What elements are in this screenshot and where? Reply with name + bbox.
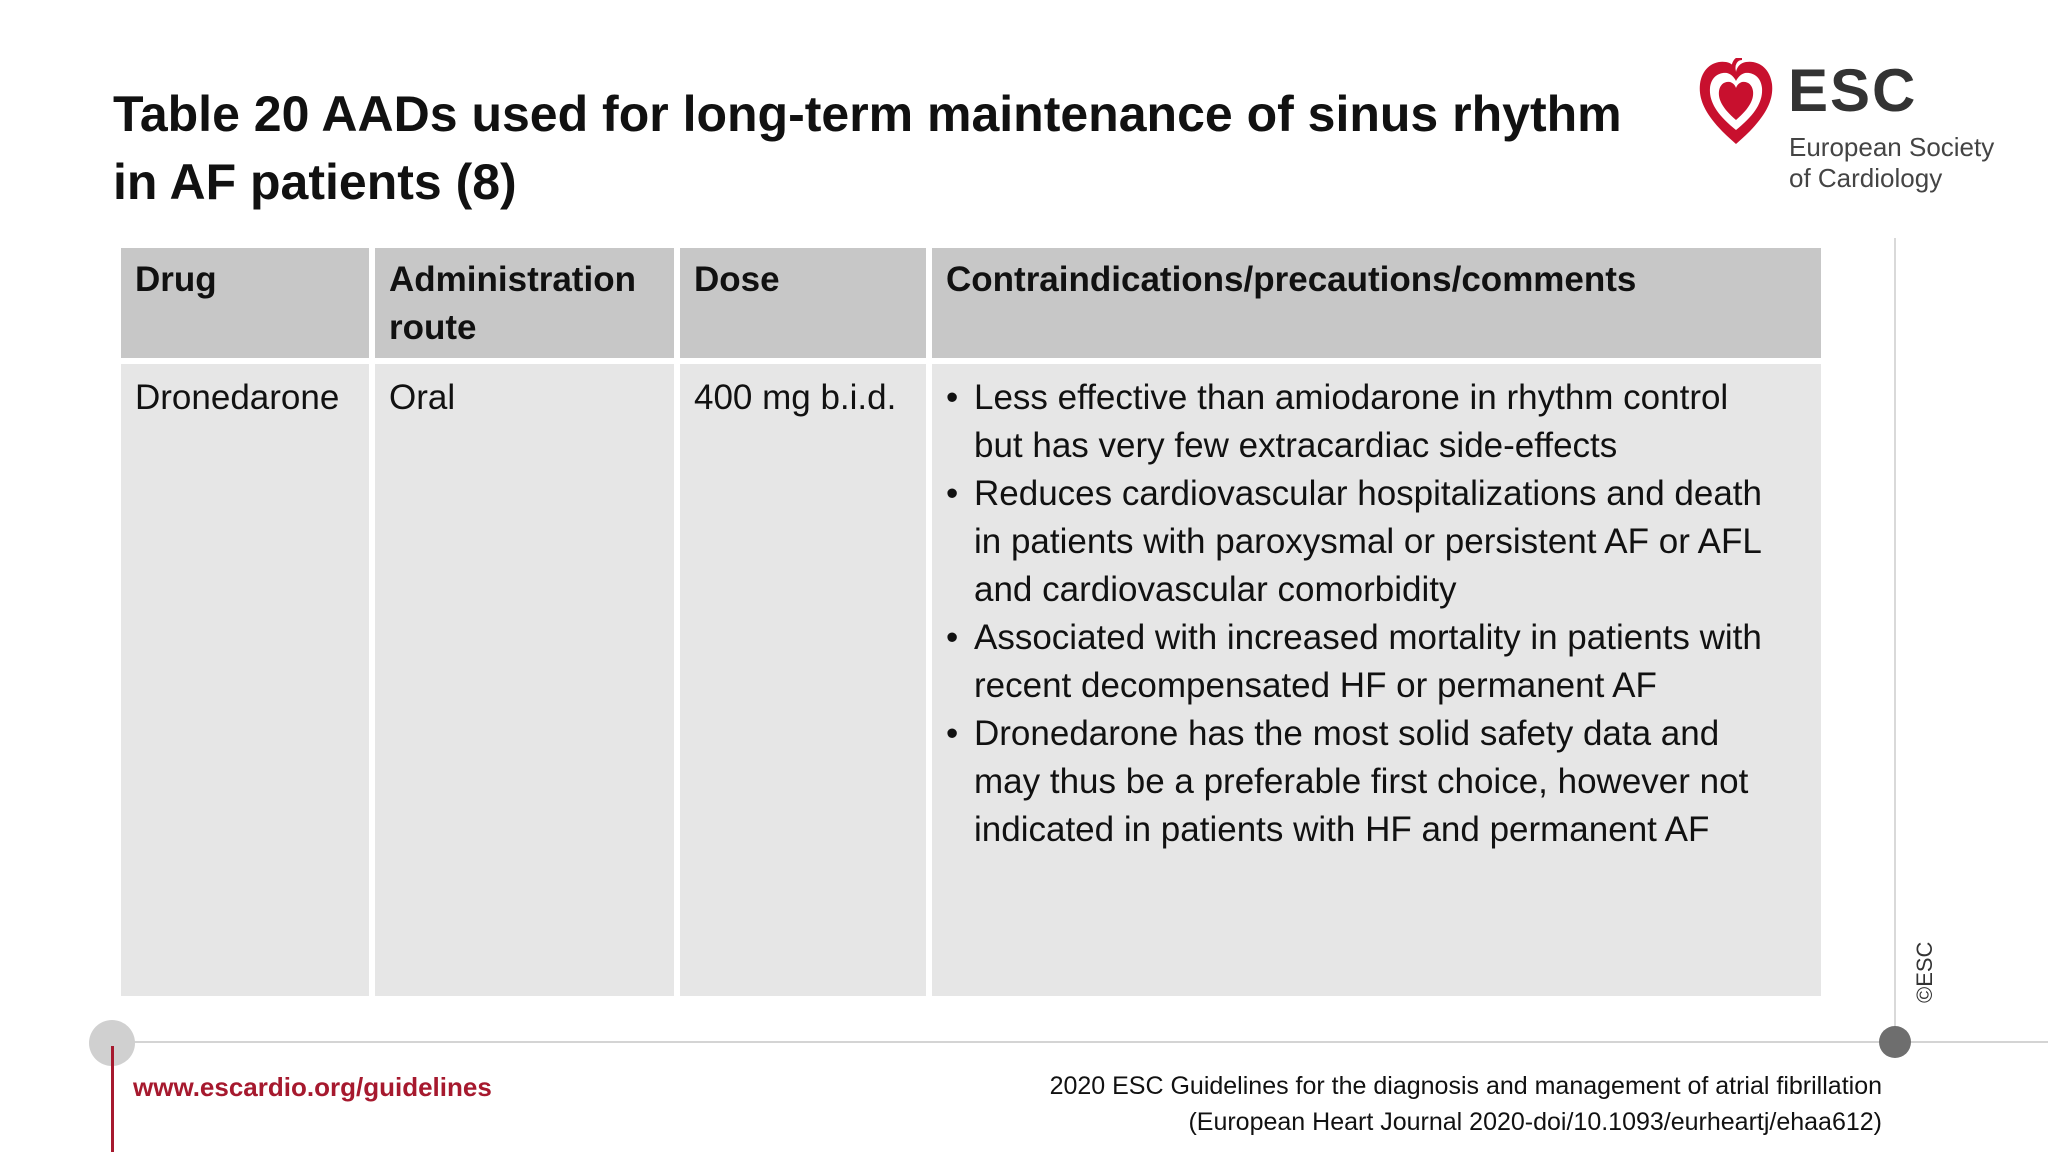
logo-name: ESC — [1788, 57, 1918, 124]
header-route-line-2: route — [389, 308, 477, 347]
copyright-label: ©ESC — [1912, 941, 1937, 1003]
header-route-line-1: Administration — [389, 260, 636, 299]
logo-subtitle-line-2: of Cardiology — [1789, 163, 1943, 193]
comment-item: • Reduces cardiovascular hospitalizations and death in patients with paroxysmal or persistent AF or AFL and cardiovascular comorbidity — [946, 470, 1766, 614]
citation-line-1: 2020 ESC Guidelines for the diagnosis and management of atrial fibrillation — [1049, 1072, 1882, 1100]
footer-dot-right — [1879, 1026, 1911, 1058]
cell-drug: Dronedarone — [121, 364, 369, 996]
comment-item: • Less effective than amiodarone in rhythm control but has very few extracardiac side-effects — [946, 374, 1766, 470]
cell-comments — [932, 364, 1821, 996]
footer-accent-line — [111, 1046, 114, 1152]
table-header-row — [121, 248, 1821, 358]
slide-title-line-1: Table 20 AADs used for long-term maintenance of sinus rhythm — [113, 86, 1622, 142]
comment-item: • Associated with increased mortality in patients with recent decompensated HF or permanent AF — [946, 614, 1766, 710]
comments-list — [946, 374, 1766, 854]
citation-line-2: (European Heart Journal 2020-doi/10.1093/eurheartj/ehaa612) — [1188, 1108, 1882, 1136]
header-drug: Drug — [121, 248, 369, 358]
citation — [1050, 1068, 1882, 1140]
table-row — [121, 364, 1821, 996]
cell-route: Oral — [375, 364, 674, 996]
guidelines-link[interactable]: www.escardio.org/guidelines — [133, 1072, 492, 1102]
comment-item: • Dronedarone has the most solid safety data and may thus be a preferable first choice, however not indicated in patients with HF and permanent AF — [946, 710, 1766, 854]
slide-title — [113, 80, 1673, 216]
logo-subtitle — [1789, 132, 1994, 194]
logo-subtitle-line-1: European Society — [1789, 132, 1995, 162]
heart-logo-icon — [1696, 58, 1776, 148]
header-comments: Contraindications/precautions/comments — [932, 248, 1821, 358]
slide-title-line-2: in AF patients (8) — [113, 154, 517, 210]
footer-divider — [112, 1041, 2048, 1043]
decorative-vertical-line — [1894, 238, 1896, 1038]
aad-table — [115, 242, 1827, 1002]
header-administration-route — [375, 248, 674, 358]
header-dose: Dose — [680, 248, 926, 358]
cell-dose: 400 mg b.i.d. — [680, 364, 926, 996]
esc-logo — [1696, 54, 2016, 204]
